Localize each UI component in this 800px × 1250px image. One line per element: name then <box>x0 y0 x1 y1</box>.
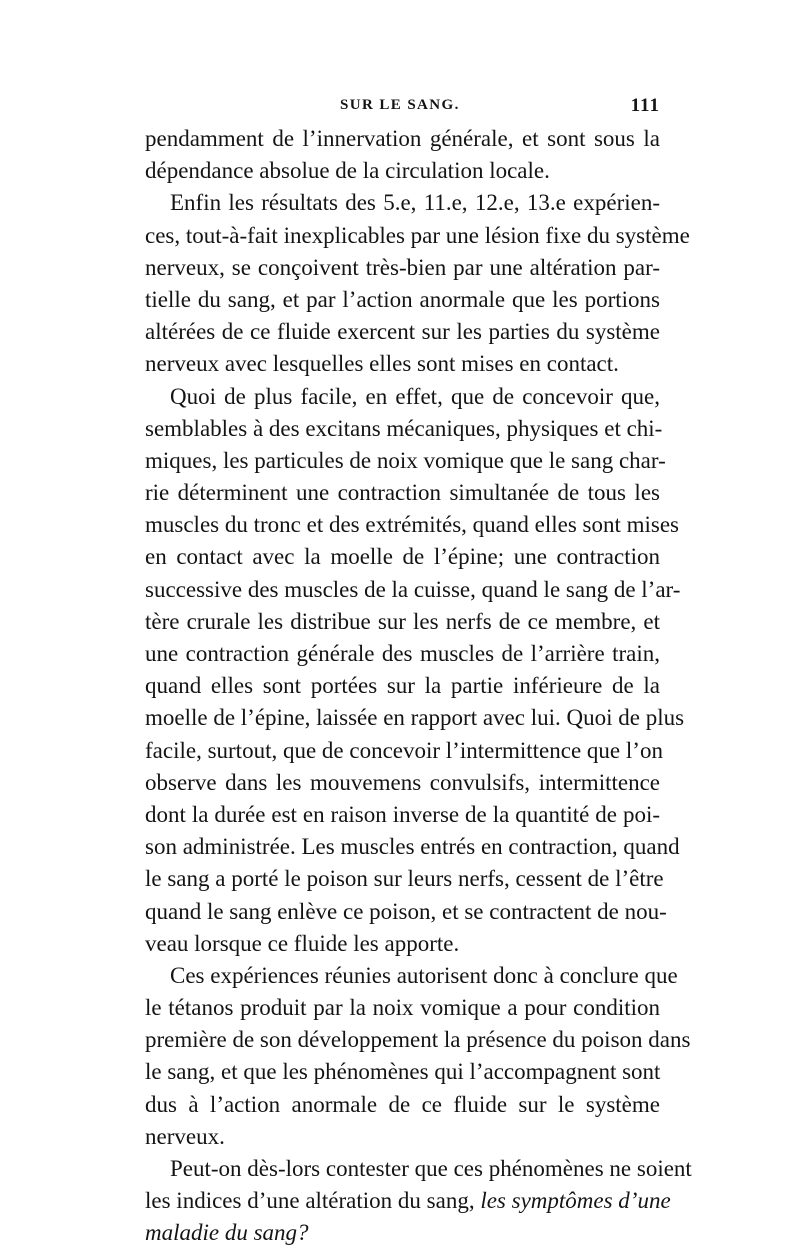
text-line: son administrée. Les muscles entrés en contraction, quand <box>145 834 680 860</box>
text-roman: les indices d’une altération du sang, <box>145 1188 475 1214</box>
text-line: tielle du sang, et par l’action anormale que les portions <box>145 286 660 312</box>
text-line: rie déterminent une contraction simultanée de tous les <box>145 480 660 506</box>
text-line: dont la durée est en raison inverse de la quantité de poi- <box>145 801 660 827</box>
text-line: nerveux. <box>145 1123 225 1149</box>
text-line: nerveux avec lesquelles elles sont mises en contact. <box>145 351 619 377</box>
text-line: le sang, et que les phénomènes qui l’accompagnent sont <box>145 1059 661 1085</box>
text-line: quand elles sont portées sur la partie inférieure de la <box>145 673 660 699</box>
text-line: le tétanos produit par la noix vomique a pour condition <box>145 995 660 1021</box>
text-line: Peut-on dès-lors contester que ces phénomènes ne soient <box>170 1156 692 1181</box>
page-header <box>145 97 660 121</box>
text-line: facile, surtout, que de concevoir l’intermittence que l’on <box>145 737 663 763</box>
text-line: ces, tout-à-fait inexplicables par une lésion fixe du système <box>145 222 690 248</box>
text-line: muscles du tronc et des extrémités, quand elles sont mises <box>145 512 679 538</box>
text-italic: les symptômes d’une <box>480 1188 671 1214</box>
text-line: moelle de l’épine, laissée en rapport avec lui. Quoi de plus <box>145 705 685 731</box>
text-line: semblables à des excitans mécaniques, physiques et chi- <box>145 415 663 441</box>
text-line: pendamment de l’innervation générale, et sont sous la <box>145 126 660 151</box>
text-line: miques, les particules de noix vomique que le sang char- <box>145 447 666 473</box>
text-line: nerveux, se conçoivent très-bien par une altération par- <box>145 254 660 280</box>
text-line: Enfin les résultats des 5.e, 11.e, 12.e, 13.e expérien- <box>170 190 660 216</box>
text-line: en contact avec la moelle de l’épine; une contraction <box>145 544 660 570</box>
text-line: maladie du sang? <box>145 1220 309 1246</box>
running-title: SUR LE SANG. <box>340 97 460 113</box>
body-text <box>145 123 692 1250</box>
text-line: Ces expériences réunies autorisent donc à conclure que <box>170 962 678 988</box>
text-line-mixed <box>145 1185 671 1217</box>
page-number: 111 <box>630 95 660 116</box>
text-line: une contraction générale des muscles de l’arrière train, <box>145 641 660 666</box>
text-line: observe dans les mouvemens convulsifs, intermittence <box>145 769 660 795</box>
text-line: Quoi de plus facile, en effet, que de concevoir que, <box>170 383 660 409</box>
text-line: dus à l’action anormale de ce fluide sur le système <box>145 1091 660 1117</box>
text-line: le sang a porté le poison sur leurs nerfs, cessent de l’être <box>145 866 664 892</box>
text-line: veau lorsque ce fluide les apporte. <box>145 930 460 956</box>
text-line: tère crurale les distribue sur les nerfs de ce membre, et <box>145 608 660 634</box>
text-line: quand le sang enlève ce poison, et se contractent de nou- <box>145 898 667 924</box>
text-line: altérées de ce fluide exercent sur les parties du système <box>145 319 660 345</box>
text-line: successive des muscles de la cuisse, quand le sang de l’ar- <box>145 576 681 602</box>
text-line: première de son développement la présence du poison dans <box>145 1027 691 1053</box>
text-line: dépendance absolue de la circulation locale. <box>145 158 550 184</box>
